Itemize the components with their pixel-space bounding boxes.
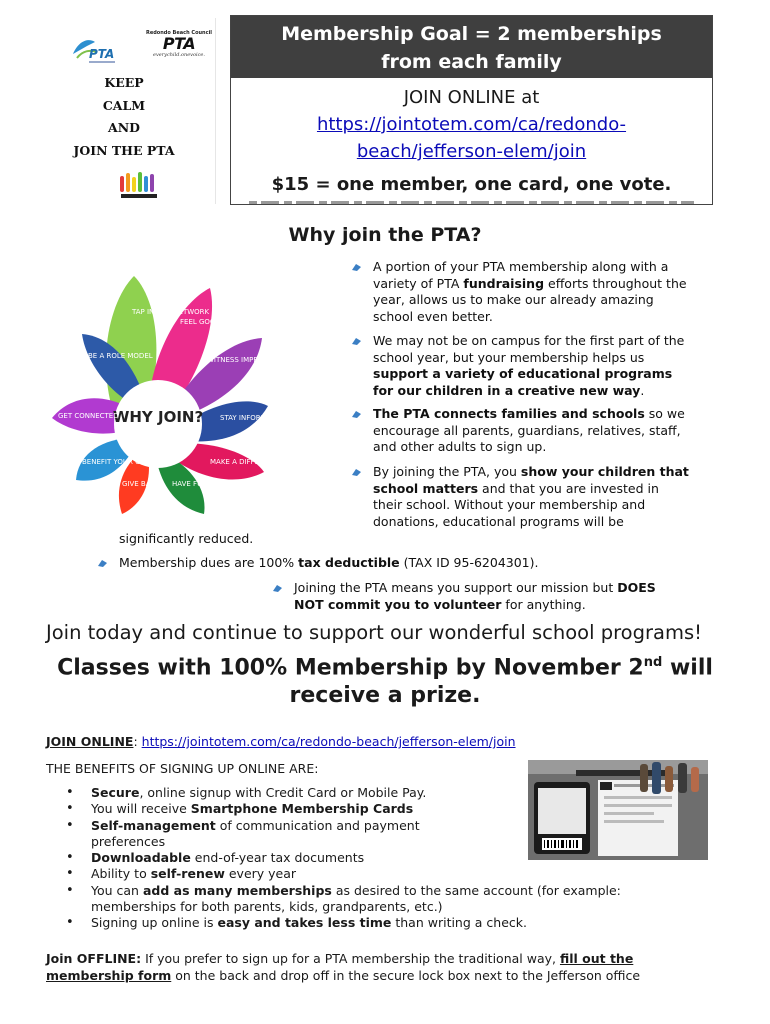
logo-panel	[47, 18, 216, 204]
text-span: Membership dues are 100%	[119, 555, 299, 570]
text-span: , online signup with Credit Card or Mobile Pay.	[139, 785, 427, 800]
text-span: The PTA connects families and schools	[373, 406, 645, 421]
wheel-center-text: WHY JOIN?	[112, 408, 204, 426]
text-line	[373, 276, 733, 293]
text-line: year, allows us to make our already amazing	[373, 292, 654, 307]
text-span: fundraising	[463, 275, 545, 291]
membership-form-link[interactable]: membership form	[46, 968, 172, 983]
benefit-paragraph	[119, 555, 679, 572]
text-span: easy and takes less time	[217, 915, 392, 931]
text-line: receive a prize.	[289, 683, 481, 709]
pta-logo-left	[69, 32, 119, 70]
benefit-item	[66, 915, 706, 931]
text-span: Ability to	[91, 866, 151, 882]
keep-calm-line: JOIN THE PTA	[73, 142, 175, 158]
join-offline-paragraph	[46, 950, 716, 984]
why-join-heading: Why join the PTA?	[288, 224, 482, 246]
text-span: school matters	[373, 480, 479, 496]
text-line	[294, 580, 734, 597]
benefits-heading: THE BENEFITS OF SIGNING UP ONLINE ARE:	[46, 761, 319, 776]
wheel-petal-label: FEEL GOOD	[180, 318, 221, 326]
text-line: their school. Without your membership and	[373, 497, 646, 512]
link-line[interactable]: https://jointotem.com/ca/redondo-	[316, 114, 627, 135]
text-line: donations, educational programs will be	[373, 513, 624, 529]
bullet-icon	[97, 559, 108, 568]
goal-header	[231, 16, 712, 78]
goal-header-line: Membership Goal = 2 memberships	[281, 23, 662, 45]
text-line: encourage all parents, guardians, relatives, staff,	[373, 422, 681, 438]
pta-mark: PTA	[162, 34, 196, 53]
benefit-paragraph	[373, 259, 733, 325]
keep-calm-line: AND	[108, 120, 140, 135]
text-span: By joining the PTA, you	[373, 464, 521, 479]
wheel-petal-label: GIVE BACK	[122, 480, 160, 488]
wheel-petal-label: WITNESS IMPROVEMENT	[207, 356, 293, 364]
text-span: You can	[91, 882, 143, 898]
text-line: support a variety of educational programs	[373, 366, 673, 381]
join-offline-label: Join OFFLINE:	[46, 951, 142, 966]
text-span: for our children in a creative new way	[373, 382, 641, 398]
wheel-petal-label: HAVE FUN	[172, 480, 208, 488]
raised-hands-graphic	[117, 170, 161, 200]
text-span: DOES	[617, 580, 656, 595]
text-span: of communication and payment preferences	[91, 817, 420, 849]
wheel-petal-label: BE A ROLE MODEL	[88, 352, 153, 360]
bullet-icon	[351, 263, 362, 272]
join-today-line: Join today and continue to support our wonderful school programs!	[46, 621, 702, 644]
superscript: nd	[643, 655, 663, 670]
benefits-list	[66, 785, 706, 932]
benefit-paragraph	[294, 580, 734, 613]
join-online-heading: JOIN ONLINE at	[403, 87, 540, 108]
text-span: for anything.	[501, 596, 586, 612]
text-line	[373, 464, 743, 481]
benefit-paragraph	[373, 333, 733, 399]
text-span: .	[640, 382, 645, 398]
benefit-paragraph	[373, 464, 743, 530]
text-line: significantly reduced.	[119, 531, 254, 546]
text-span: on the back and drop off in the secure lock box next to the Jefferson office	[171, 968, 641, 983]
join-online-label: JOIN ONLINE	[46, 734, 134, 749]
price-line: $15 = one member, one card, one vote.	[271, 174, 672, 195]
text-line	[373, 481, 743, 498]
benefit-paragraph	[373, 406, 733, 456]
classes-prize-heading	[30, 649, 740, 710]
wheel-petal-label: BENEFIT YOUR CHILD	[82, 458, 157, 466]
wheel-petal-label: GET CONNECTED	[58, 412, 119, 420]
join-online-link[interactable]	[231, 111, 712, 165]
text-span: (TAX ID 95-6204301).	[399, 555, 539, 570]
membership-form-link[interactable]: fill out the	[559, 951, 634, 966]
bullet-icon	[351, 468, 362, 477]
text-line	[373, 383, 733, 400]
bullet-icon	[351, 337, 362, 346]
text-span: show your children that	[520, 464, 689, 479]
keep-calm-line: CALM	[102, 97, 146, 113]
benefit-item	[66, 818, 491, 851]
bullet-icon	[351, 410, 362, 419]
text-span: variety of PTA	[373, 275, 464, 291]
benefit-item	[66, 866, 706, 882]
text-span: end-of-year tax documents	[190, 850, 365, 866]
text-line	[373, 406, 733, 423]
join-online-url[interactable]: https://jointotem.com/ca/redondo-beach/jefferson-elem/join	[141, 734, 516, 749]
text-line: A portion of your PTA membership along with a	[373, 259, 669, 274]
council-name: Redondo Beach Council	[145, 30, 213, 36]
text-span: Secure	[91, 785, 140, 800]
wheel-petal-label: MAKE A DIFFERENCE	[210, 458, 283, 466]
text-span: You will receive	[91, 801, 191, 817]
goal-header-line: from each family	[381, 51, 562, 73]
text-span: Smartphone Membership Cards	[190, 801, 414, 817]
text-line	[294, 597, 734, 614]
text-span: Self-management	[91, 817, 216, 833]
cut-off-text-row	[249, 199, 694, 207]
wheel-petal-label: TAP INTO A NETWORK	[132, 308, 210, 316]
text-span: as desired to the same account (for example: memberships for both parents, kids, grandparents, etc.)	[91, 882, 621, 915]
benefit-item	[66, 785, 706, 801]
left-logo-text: PTA	[89, 47, 115, 61]
benefit-item	[66, 883, 691, 916]
benefit-item	[66, 850, 706, 866]
text-span: every year	[224, 866, 297, 882]
keep-calm-line: KEEP	[104, 75, 144, 90]
why-join-wheel-graphic	[52, 258, 293, 516]
separator: :	[133, 734, 142, 749]
wheel-petal-label: STAY INFORMED	[220, 414, 277, 422]
text-span: Downloadable	[91, 850, 191, 866]
pta-tagline: everychild.onevoice.	[153, 52, 205, 58]
text-span: Joining the PTA means you support our mission but	[294, 580, 618, 595]
text-span: than writing a check.	[391, 915, 527, 931]
text-line	[30, 649, 740, 682]
text-span: Classes with 100% Membership by November 2	[57, 655, 644, 681]
bullet-icon	[272, 584, 283, 593]
membership-goal-box	[230, 15, 713, 205]
benefit-item	[66, 801, 706, 817]
text-line: We may not be on campus for the first part of the	[373, 333, 685, 348]
text-line: school year, but your membership helps us	[373, 349, 645, 365]
text-span: NOT commit you to volunteer	[294, 596, 502, 612]
text-span: will	[662, 655, 713, 681]
join-online-line	[46, 734, 516, 749]
link-line[interactable]: beach/jefferson-elem/join	[356, 141, 587, 162]
text-span: Signing up online is	[91, 915, 218, 931]
text-span: add as many memberships	[142, 882, 332, 898]
text-line: and other adults to sign up.	[373, 439, 547, 454]
text-span: so we	[644, 406, 685, 421]
text-span: and that you are invested in	[478, 480, 659, 496]
text-span: If you prefer to sign up for a PTA membership the traditional way,	[141, 951, 560, 966]
text-span: tax deductible	[298, 555, 400, 570]
text-span: self-renew	[150, 866, 225, 882]
pta-logo-right	[145, 30, 213, 70]
text-line: school even better.	[373, 308, 493, 324]
text-span: efforts throughout the	[544, 275, 687, 291]
keep-calm-text	[47, 72, 215, 162]
